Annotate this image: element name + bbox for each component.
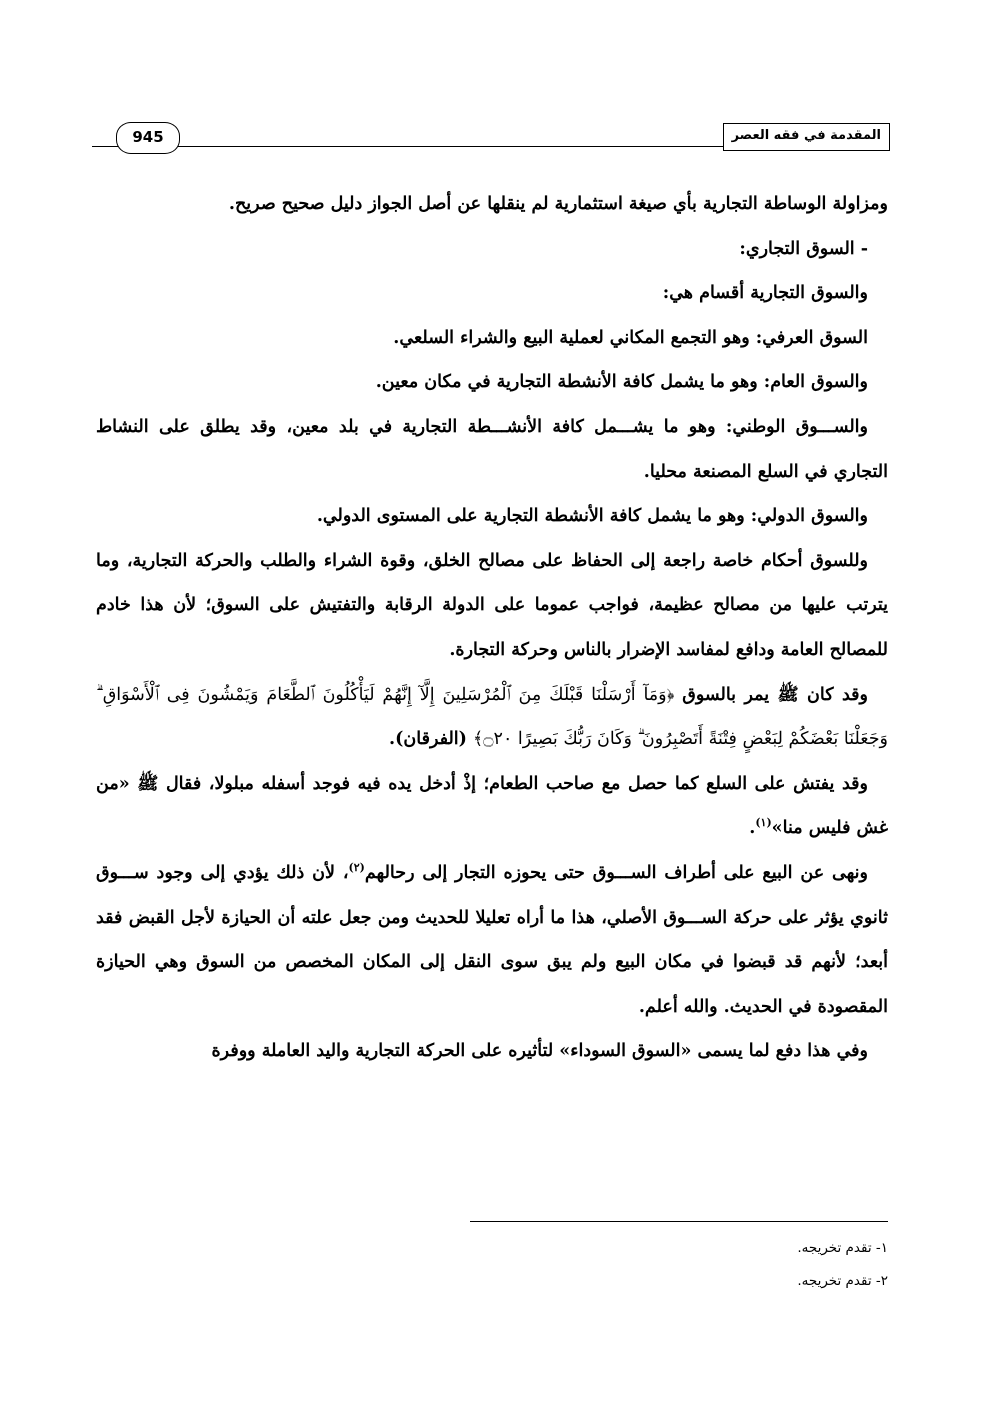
footnote-ref-1[interactable]: (١) bbox=[755, 816, 772, 830]
page-number: 945 bbox=[116, 122, 180, 154]
paragraph-10-text-b: ، لأن ذلك يؤدي إلى وجود ســـوق ثانوي يؤثر على حركة الســـوق الأصلي، هذا ما أراه تعليلا للحديث ومن جعل علته أن الحيازة لأجل القبض فقد أبعد؛ لأنهم قد قبضوا في مكان البيع ولم يبق سوى النقل إلى المكان المخصص من السوق وهي الحيازة المقصودة في الحديث. والله أعلم. bbox=[96, 862, 888, 1017]
footnote-1: ١- تقدم تخريجه. bbox=[797, 1240, 888, 1256]
paragraph-3: السوق العرفي: وهو التجمع المكاني لعملية البيع والشراء السلعي. bbox=[393, 327, 868, 348]
paragraph-1 bbox=[96, 182, 888, 227]
quran-bracket-open: ﴿ bbox=[666, 684, 683, 705]
quran-bracket-close: ﴾ bbox=[473, 729, 484, 750]
footnote-2: ٢- تقدم تخريجه. bbox=[797, 1273, 888, 1289]
paragraph-10-text-a: ونهى عن البيع على أطراف الســـوق حتى يحوزه التجار إلى رحالهم bbox=[364, 862, 868, 883]
paragraph-6: والسوق الدولي: وهو ما يشمل كافة الأنشطة التجارية على المستوى الدولي. bbox=[316, 506, 868, 527]
paragraph-11: وفي هذا دفع لما يسمى «السوق السوداء» لتأثيره على الحركة التجارية واليد العاملة ووفرة bbox=[211, 1041, 868, 1062]
footnotes bbox=[96, 1232, 888, 1298]
footnote-separator bbox=[470, 1221, 888, 1222]
main-text bbox=[96, 182, 888, 1074]
paragraph-9 bbox=[96, 762, 888, 851]
paragraph-8 bbox=[96, 673, 888, 762]
paragraph-4: والسوق العام: وهو ما يشمل كافة الأنشطة التجارية في مكان معين. bbox=[375, 372, 868, 393]
bold-term: ومزاولة الوساطة التجارية bbox=[702, 194, 888, 214]
running-title: المقدمة في فقه العصر bbox=[723, 123, 890, 151]
verse-source: (الفرقان). bbox=[389, 729, 474, 750]
paragraph-7: وللسوق أحكام خاصة راجعة إلى الحفاظ على مصالح الخلق، وقوة الشراء والطلب والحركة التجارية، وما يترتب عليها من مصالح عظيمة، فواجب عموما على الدولة الرقابة والتفتيش على السوق؛ لأن هذا خادم للمصالح العامة ودافع لمفاسد الإضرار بالناس وحركة التجارة. bbox=[96, 550, 888, 660]
paragraph-9-text: وقد يفتش على السلع كما حصل مع صاحب الطعام؛ إذْ أدخل يده فيه فوجد أسفله مبلولا، فقال ﷺ «من غش فليس منا» bbox=[96, 773, 888, 839]
header-rule bbox=[92, 146, 750, 147]
paragraph-8-intro: وقد كان ﷺ يمر بالسوق bbox=[682, 684, 868, 705]
paragraph-9-end: . bbox=[749, 818, 756, 839]
page-header bbox=[92, 118, 890, 158]
quran-verse: وَمَآ أَرْسَلْنَا قَبْلَكَ مِنَ ٱلْمُرْسَلِينَ إِلَّآ إِنَّهُمْ لَيَأْكُلُونَ ٱلطَّعَامَ وَيَمْشُونَ فِى ٱلْأَسْوَاقِ ۗ وَجَعَلْنَا بَعْضَكُمْ لِبَعْضٍ فِتْنَةً أَتَصْبِرُونَ ۗ وَكَانَ رَبُّكَ بَصِيرًا ۝٢٠ bbox=[96, 684, 888, 750]
paragraph-5: والســـوق الوطني: وهو ما يشـــمل كافة الأنشـــطة التجارية في بلد معين، وقد يطلق على النشاط التجاري في السلع المصنعة محليا. bbox=[96, 416, 888, 482]
footnote-ref-2[interactable]: (٢) bbox=[348, 861, 365, 875]
paragraph-2: والسوق التجارية أقسام هي: bbox=[662, 283, 868, 304]
paragraph-1-text: بأي صيغة استثمارية لم ينقلها عن أصل الجواز دليل صحيح صريح. bbox=[228, 194, 703, 214]
paragraph-10 bbox=[96, 851, 888, 1029]
section-heading: - السوق التجاري: bbox=[739, 238, 868, 259]
